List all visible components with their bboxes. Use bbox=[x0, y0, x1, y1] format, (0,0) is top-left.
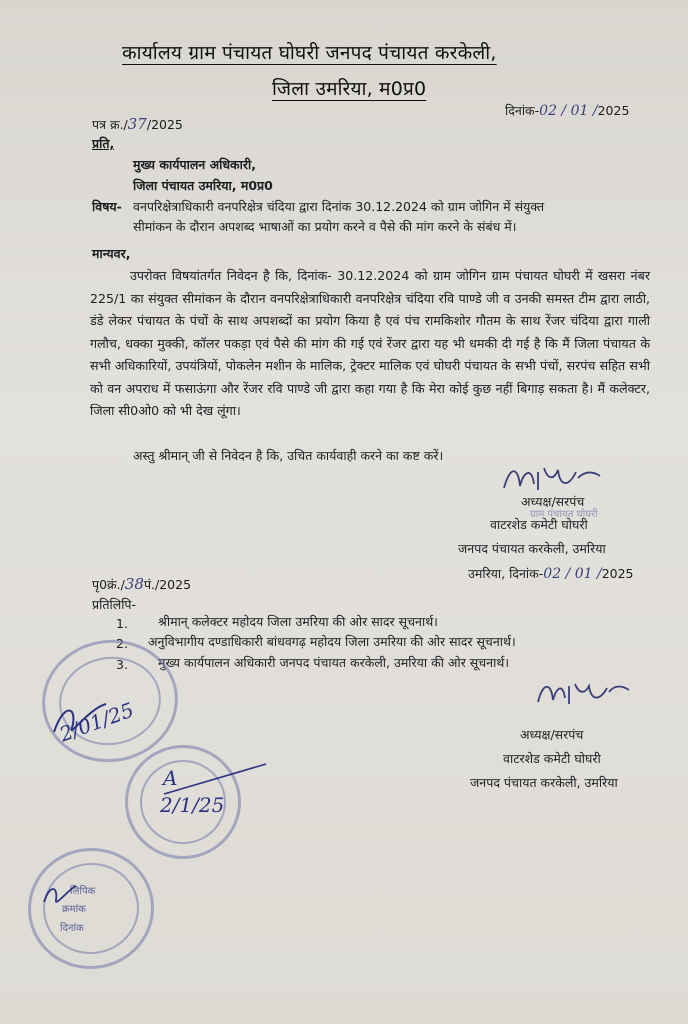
stamp3-line1: लिपिक bbox=[70, 886, 96, 897]
ref-year: /2025 bbox=[146, 117, 183, 132]
subject-line2: सीमांकन के दौरान अपशब्द भाषाओं का प्रयोग करने व पैसे की मांग करने के संबंध में। bbox=[133, 219, 517, 234]
sig1-date-handwritten: 02 / 01 / bbox=[543, 566, 602, 582]
signatory1-line3: जनपद पंचायत करकेली, उमरिया bbox=[458, 541, 606, 556]
signatory2-line2: वाटरशेड कमेटी घोघरी bbox=[503, 751, 601, 766]
date-year: 2025 bbox=[597, 103, 630, 118]
copy-item-3-num: 3. bbox=[116, 657, 128, 672]
stamp1-scribble bbox=[50, 698, 110, 738]
to-line2: जिला पंचायत उमरिया, म0प्र0 bbox=[133, 178, 273, 193]
letter-ref bbox=[92, 117, 183, 132]
signatory1-line2: वाटरशेड कमेटी घोघरी bbox=[490, 517, 588, 532]
endorsement-ref bbox=[92, 577, 191, 592]
endorsement-number: 38 bbox=[124, 575, 144, 593]
stamp3-line2: क्रमांक bbox=[62, 904, 86, 915]
copy-item-1-text: श्रीमान् कलेक्टर महोदय जिला उमरिया की ओर सादर सूचनार्थ। bbox=[158, 614, 438, 629]
to-line1: मुख्य कार्यपालन अधिकारी, bbox=[133, 157, 256, 172]
endorsement-prefix: पृ0क्रं./ bbox=[92, 577, 125, 592]
stamp1-date: 2/01/25 bbox=[56, 697, 137, 747]
stamp2-stroke bbox=[160, 760, 270, 800]
office-header-line1: कार्यालय ग्राम पंचायत घोघरी जनपद पंचायत करकेली, bbox=[122, 42, 497, 64]
signature-scrawl-2 bbox=[533, 676, 633, 712]
signatory1-seal-text: ग्राम पंचायत घोघरी bbox=[530, 509, 598, 520]
stamp2-mark: A bbox=[163, 766, 178, 790]
sig1-date-place: उमरिया, दिनांक- bbox=[468, 566, 544, 581]
signatory2-title: अध्यक्ष/सरपंच bbox=[520, 727, 584, 742]
body-paragraph bbox=[90, 265, 650, 423]
signatory1-date bbox=[468, 567, 634, 581]
copy-item-1-num: 1. bbox=[116, 616, 128, 631]
body-closing: अस्तु श्रीमान् जी से निवेदन है कि, उचित कार्यवाही करने का कष्ट करें। bbox=[133, 448, 444, 463]
body-text: उपरोक्त विषयांतर्गत निवेदन है कि, दिनांक- 30.12.2024 को ग्राम जोगिन ग्राम पंचायत घोघरी में खसरा नंबर 225/1 का संयुक्त सीमांकन के दौरान वनपरिक्षेत्राधिकारी वनपरिक्षेत्र चंदिया रवि पाण्डे जी व उनकी समस्त टीम द्वारा लाठी, डंडे लेकर पंचायत के पंचों के साथ अपशब्दों का प्रयोग किया है एवं पंच रामकिशोर गौतम के साथ रेंजर चंदिया द्वारा गाली गलौच, धक्का मुक्की, कॉलर पकड़ा एवं पैसे की मांग की गई एवं रेंजर द्वारा यह भी धमकी दी गई है कि मैं जिला पंचायत के सभी अधिकारियों, उपयंत्रियों, पोकलेन मशीन के मालिक, ट्रेक्टर मालिक एवं घोघरी पंचायत के सभी पंचों, सरपंच सहित सभी को वन अपराध में फसाऊंगा और रेंजर रवि पाण्डे जी द्वारा कहा गया है कि मेरा कोई कुछ नहीं बिगाड़ सकता है। मैं कलेक्टर, जिला सी0ओ0 को भी देख लूंगा। bbox=[90, 268, 650, 418]
to-label: प्रति, bbox=[92, 136, 115, 151]
endorsement-suffix: पं./2025 bbox=[143, 577, 192, 592]
copy-item-2-num: 2. bbox=[116, 636, 128, 651]
subject-label: विषय- bbox=[92, 199, 122, 214]
salutation: मान्यवर, bbox=[92, 246, 131, 261]
date-handwritten: 02 / 01 / bbox=[539, 103, 598, 119]
stamp3-scribble bbox=[40, 880, 80, 910]
ref-number: 37 bbox=[127, 115, 147, 133]
date-label: दिनांक- bbox=[505, 103, 540, 118]
subject-line1: वनपरिक्षेत्राधिकारी वनपरिक्षेत्र चंदिया द्वारा दिनांक 30.12.2024 को ग्राम जोगिन में संयुक्त bbox=[133, 199, 545, 214]
stamp3-line3: दिनांक bbox=[60, 923, 84, 934]
ref-prefix: पत्र क्र./ bbox=[92, 117, 128, 132]
signatory1-title: अध्यक्ष/सरपंच bbox=[521, 494, 585, 509]
stamp2-date: 2/1/25 bbox=[160, 793, 225, 817]
copy-label: प्रतिलिपि- bbox=[92, 597, 137, 612]
sig1-date-year: 2025 bbox=[601, 566, 634, 581]
office-header-line2: जिला उमरिया, म0प्र0 bbox=[272, 78, 427, 100]
copy-item-3-text: मुख्य कार्यपालन अधिकारी जनपद पंचायत करकेली, उमरिया की ओर सूचनार्थ। bbox=[158, 655, 510, 670]
letter-date bbox=[505, 104, 629, 118]
signatory2-line3: जनपद पंचायत करकेली, उमरिया bbox=[470, 775, 618, 790]
copy-item-2-text: अनुविभागीय दण्डाधिकारी बांधवगढ़ महोदय जिला उमरिया की ओर सादर सूचनार्थ। bbox=[148, 634, 516, 649]
